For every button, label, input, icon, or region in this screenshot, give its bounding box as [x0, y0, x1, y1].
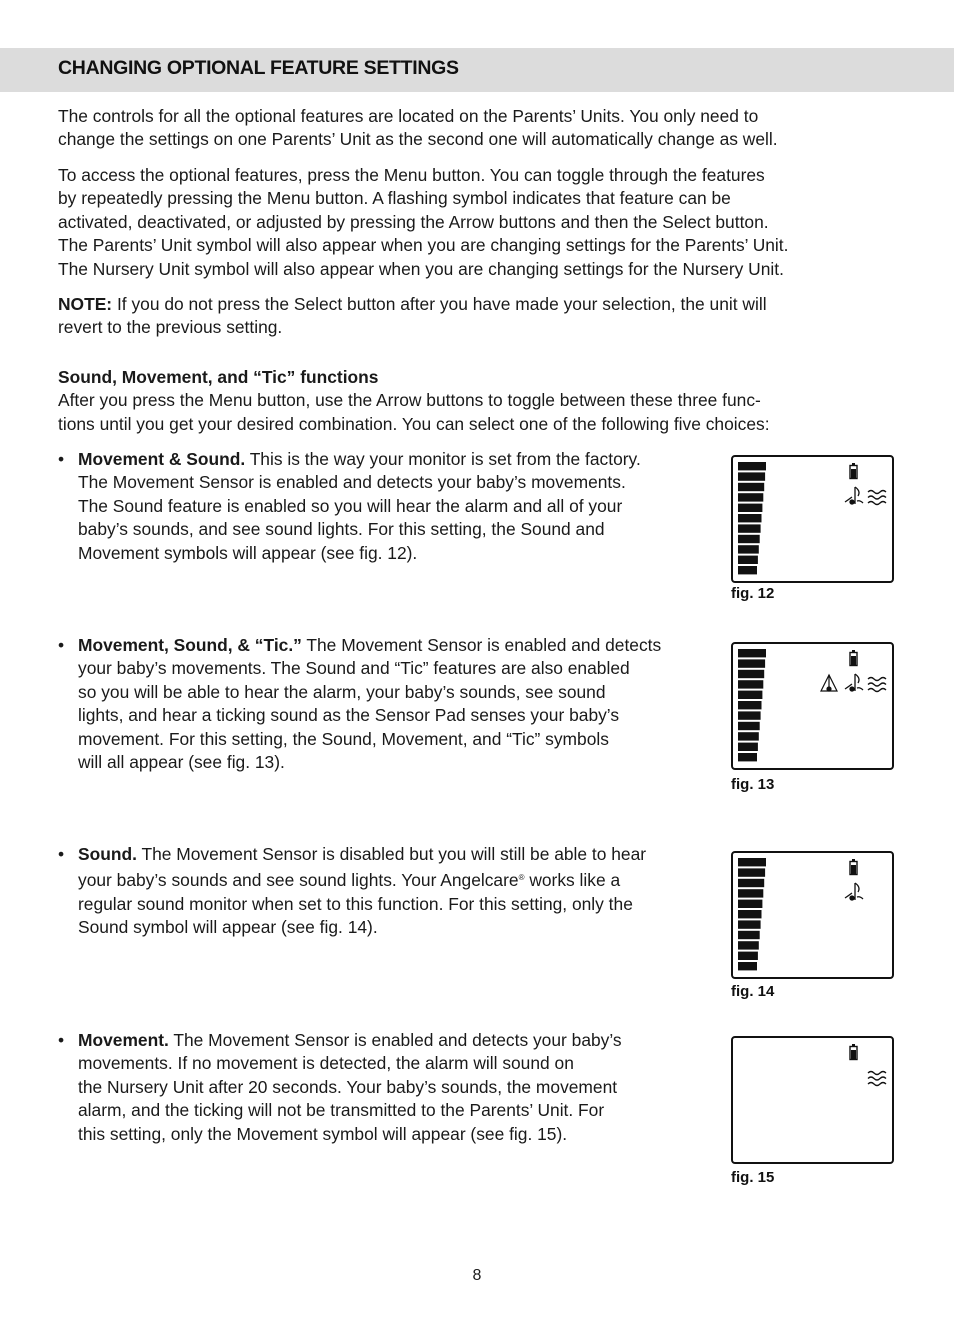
page-number: 8 — [472, 1267, 482, 1284]
sound-level-bar — [738, 535, 760, 543]
choice-title: Movement, Sound, & “Tic.” — [78, 635, 302, 655]
sound-level-bar — [738, 524, 761, 532]
sound-level-bar — [738, 858, 766, 866]
sound-level-bar — [738, 743, 758, 751]
battery-icon — [850, 1044, 857, 1060]
lcd-display-fig15 — [731, 1036, 894, 1164]
lcd-screen — [733, 644, 892, 768]
lcd-display-fig13 — [731, 642, 894, 770]
sound-level-bar — [738, 931, 760, 939]
sound-level-bar — [738, 753, 757, 761]
movement-icon — [868, 491, 886, 505]
lcd-screen — [733, 457, 892, 581]
sound-level-bar — [738, 566, 757, 574]
text-line: movement. For this setting, the Sound, Movement, and “Tic” symbols — [78, 728, 609, 749]
lcd-screen — [733, 853, 892, 977]
lcd-display-fig12 — [731, 455, 894, 583]
text-line: The Movement Sensor is enabled and detects your baby’s movements. — [78, 472, 626, 493]
sound-level-bar — [738, 889, 763, 897]
text-line: Movement symbols will appear (see fig. 12). — [78, 542, 418, 563]
text-line: After you press the Menu button, use the Arrow buttons to toggle between these three func- — [58, 390, 761, 411]
sound-level-bar — [738, 722, 760, 730]
sound-icon — [845, 487, 863, 504]
sound-level-bars — [738, 462, 766, 574]
sound-level-bar — [738, 472, 765, 480]
text-line: The Parents’ Unit symbol will also appear when you are changing settings for the Parents’ Unit. — [58, 235, 789, 256]
text-line: The Nursery Unit symbol will also appear when you are changing settings for the Nursery Unit. — [58, 258, 784, 279]
figure-caption: fig. 15 — [731, 1169, 775, 1186]
section-intro — [58, 366, 888, 436]
text-line: The controls for all the optional features are located on the Parents’ Units. You only need to — [58, 106, 759, 126]
sound-level-bar — [738, 962, 757, 970]
movement-icon — [868, 678, 886, 692]
text-line: will all appear (see fig. 13). — [78, 752, 285, 773]
battery-icon — [850, 650, 857, 666]
bullet: • — [58, 449, 65, 469]
sound-level-bar — [738, 493, 763, 501]
note-label: NOTE: — [58, 294, 113, 314]
text-line: The Movement Sensor is enabled and detects your baby’s — [173, 1030, 622, 1050]
figure-caption: fig. 12 — [731, 585, 775, 602]
text-line: The Sound feature is enabled so you will hear the alarm and all of your — [78, 495, 623, 516]
sound-level-bar — [738, 545, 759, 553]
sound-level-bar — [738, 701, 762, 709]
text-line: your baby’s sounds and see sound lights. Your Angelcare — [78, 870, 519, 891]
sound-level-bar — [738, 732, 759, 740]
sound-level-bar — [738, 900, 762, 908]
choice-title: Sound. — [78, 844, 137, 864]
bullet: • — [58, 844, 65, 864]
sound-level-bars — [738, 649, 766, 761]
sound-icon — [845, 883, 863, 900]
lcd-screen — [733, 1038, 892, 1162]
sound-level-bar — [738, 556, 758, 564]
text-line: movements. If no movement is detected, the alarm will sound on — [78, 1053, 574, 1074]
sound-level-bar — [738, 649, 766, 657]
sound-level-bar — [738, 462, 766, 470]
sound-level-bar — [738, 514, 762, 522]
sound-level-bar — [738, 879, 764, 887]
text-line: alarm, and the ticking will not be transmitted to the Parents’ Unit. For — [78, 1100, 605, 1121]
figure-caption: fig. 14 — [731, 983, 775, 1000]
registered-mark: ® — [518, 873, 525, 883]
bullet: • — [58, 635, 65, 655]
battery-icon — [850, 859, 857, 875]
intro-paragraph-1 — [58, 105, 888, 152]
text-line: If you do not press the Select button after you have made your selection, the unit will — [116, 294, 767, 314]
sound-icon — [845, 674, 863, 691]
sound-level-bar — [738, 910, 762, 918]
choice-title: Movement & Sound. — [78, 449, 246, 469]
sound-level-bar — [738, 659, 765, 667]
text-line: the Nursery Unit after 20 seconds. Your baby’s sounds, the movement — [78, 1076, 618, 1097]
sound-level-bar — [738, 941, 759, 949]
sound-level-bar — [738, 952, 758, 960]
page-title: CHANGING OPTIONAL FEATURE SETTINGS — [58, 57, 459, 79]
sound-level-bar — [738, 670, 764, 678]
text-line: your baby’s movements. The Sound and “Tic” features are also enabled — [78, 658, 630, 679]
sound-level-bar — [738, 711, 761, 719]
intro-paragraph-2 — [58, 164, 888, 281]
text-line: so you will be able to hear the alarm, your baby’s sounds, see sound — [78, 681, 606, 702]
sound-level-bar — [738, 483, 764, 491]
text-line: tions until you get your desired combination. You can select one of the following five choices: — [58, 413, 770, 434]
text-line: works like a — [529, 870, 621, 891]
sound-level-bar — [738, 920, 761, 928]
bullet: • — [58, 1030, 65, 1050]
choice-title: Movement. — [78, 1030, 169, 1050]
sound-level-bars — [738, 858, 766, 970]
text-line: change the settings on one Parents’ Unit as the second one will automatically change as well. — [58, 129, 778, 150]
text-line: this setting, only the Movement symbol will appear (see fig. 15). — [78, 1123, 568, 1144]
text-line: To access the optional features, press the Menu button. You can toggle through the features — [58, 165, 765, 185]
text-line: The Movement Sensor is enabled and detects — [306, 635, 662, 655]
sound-level-bar — [738, 504, 762, 512]
sound-level-bar — [738, 868, 765, 876]
figure-caption: fig. 13 — [731, 776, 775, 793]
note-paragraph — [58, 293, 888, 340]
text-line: lights, and hear a ticking sound as the Sensor Pad senses your baby’s — [78, 705, 620, 726]
text-line: Sound symbol will appear (see fig. 14). — [78, 917, 378, 938]
text-line: regular sound monitor when set to this function. For this setting, only the — [78, 893, 633, 914]
text-line: baby’s sounds, and see sound lights. For this setting, the Sound and — [78, 519, 605, 540]
movement-icon — [868, 1072, 886, 1086]
section-heading: Sound, Movement, and “Tic” functions — [58, 367, 379, 387]
sound-level-bar — [738, 691, 762, 699]
section-header-bar — [0, 48, 954, 92]
text-line: The Movement Sensor is disabled but you will still be able to hear — [141, 844, 647, 864]
text-line: revert to the previous setting. — [58, 317, 283, 338]
sound-level-bar — [738, 680, 763, 688]
text-line: by repeatedly pressing the Menu button. A flashing symbol indicates that feature can be — [58, 188, 731, 209]
lcd-display-fig14 — [731, 851, 894, 979]
tic-icon — [821, 675, 837, 691]
text-line: activated, deactivated, or adjusted by pressing the Arrow buttons and then the Select button. — [58, 211, 769, 232]
text-line: This is the way your monitor is set from the factory. — [249, 449, 641, 469]
battery-icon — [850, 463, 857, 479]
